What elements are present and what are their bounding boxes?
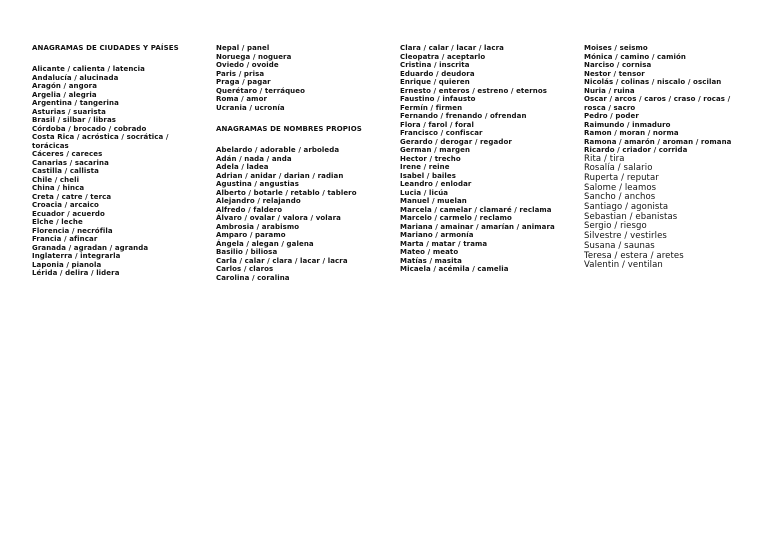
list-item: Sergio / riesgo	[584, 221, 647, 232]
list-item: Matías / masita	[400, 256, 462, 265]
list-item: Mónica / camino / camión	[584, 52, 687, 61]
names-heading: ANAGRAMAS DE NOMBRES PROPIOS	[216, 125, 362, 133]
list-item: Flora / farol / foral	[400, 120, 474, 129]
list-item: Fermín / firmen	[400, 103, 463, 112]
list-item: Pedro / poder	[584, 112, 639, 120]
list-item: Teresa / estera / aretes	[584, 250, 684, 261]
list-item: Susana / saunas	[584, 240, 655, 251]
list-item: Alberto / botarle / retablo / tablero	[216, 188, 357, 197]
list-item: Silvestre / vestirles	[584, 231, 667, 242]
list-item: Moises / seismo	[584, 44, 648, 52]
list-item: Canarias / sacarina	[32, 158, 109, 167]
list-item: Marta / matar / trama	[400, 239, 488, 248]
list-item: Ernesto / enteros / estreno / eternos	[400, 86, 548, 95]
list-item: Castilla / callista	[32, 167, 99, 175]
list-item: Roma / amor	[216, 95, 268, 103]
list-item: Adán / nada / anda	[216, 154, 292, 163]
list-item: Alicante / calienta / latencia	[32, 65, 145, 73]
list-item: Brasil / silbar / libras	[32, 116, 117, 124]
list-item: Nicolás / colinas / niscalo / oscilan	[584, 78, 722, 86]
names-list-continued	[400, 44, 578, 274]
list-item: Laponia / pianola	[32, 260, 102, 269]
list-item: Narciso / cornisa	[584, 61, 652, 69]
names-list-continued-2	[584, 44, 764, 155]
list-item: Mateo / meato	[400, 248, 459, 256]
list-item: Hector / trecho	[400, 154, 461, 163]
list-item: Adela / ladea	[216, 163, 269, 171]
list-item: Irene / reine	[400, 163, 450, 171]
list-item: Micaela / acémila / camelia	[400, 265, 509, 273]
list-item: Gerardo / derogar / regador	[400, 137, 512, 146]
list-item: Paris / prisa	[216, 69, 265, 78]
list-item: Ruperta / reputar	[584, 172, 659, 183]
list-item: Cleopatra / aceptarlo	[400, 52, 486, 61]
list-item: Marcela / camelar / clamaré / reclama	[400, 205, 552, 214]
list-item: Nestor / tensor	[584, 69, 645, 78]
list-item: Leandro / enlodar	[400, 180, 472, 188]
list-item: Francisco / confiscar	[400, 129, 483, 137]
list-item: Agustina / angustias	[216, 180, 299, 188]
column-2	[216, 44, 394, 282]
list-item: Lucia / licúa	[400, 188, 449, 197]
list-item: Carla / calar / clara / lacar / lacra	[216, 256, 348, 265]
list-item: Rosalía / salario	[584, 163, 653, 174]
list-item: Croacia / arcaico	[32, 201, 99, 209]
column-4	[584, 44, 764, 271]
list-item: China / hinca	[32, 184, 85, 192]
list-item: Adrian / anidar / darian / radian	[216, 171, 344, 180]
list-item: Alejandro / relajando	[216, 197, 301, 205]
list-item: Raimundo / inmaduro	[584, 120, 671, 129]
list-item: Nuria / ruina	[584, 86, 635, 95]
list-item: Querétaro / terráqueo	[216, 86, 306, 95]
list-item: Mariana / amainar / amarían / animara	[400, 222, 555, 231]
list-item: Abelardo / adorable / arboleda	[216, 146, 340, 154]
list-item: Florencia / necrófila	[32, 226, 113, 235]
list-item: Ricardo / criador / corrida	[584, 146, 688, 154]
list-item: Ángela / alegan / galena	[216, 239, 314, 248]
list-item: Córdoba / brocado / cobrado	[32, 124, 147, 133]
list-item: Chile / cheli	[32, 175, 80, 184]
list-item: Ramon / moran / norma	[584, 129, 679, 137]
cities-heading: ANAGRAMAS DE CIUDADES Y PAÍSES	[32, 44, 179, 52]
list-item: Ucrania / ucronía	[216, 103, 285, 112]
column-1	[32, 44, 210, 278]
list-item: Oscar / arcos / caros / craso / rocas / rosca / sacro	[584, 95, 731, 112]
list-item: Creta / catre / terca	[32, 192, 112, 201]
list-item: Ecuador / acuerdo	[32, 209, 105, 218]
list-item: Ramona / amarón / aroman / romana	[584, 137, 732, 146]
list-item: Álvaro / ovalar / valora / volara	[216, 214, 341, 222]
list-item: Sancho / anchos	[584, 192, 656, 203]
list-item: Mariano / armonía	[400, 231, 474, 239]
list-item: Ambrosia / arabismo	[216, 222, 300, 231]
list-item: Asturias / suarista	[32, 107, 106, 116]
list-item: Cáceres / careces	[32, 150, 103, 158]
list-item: Lérida / delira / lidera	[32, 269, 120, 277]
list-item: Faustino / infausto	[400, 95, 476, 103]
list-item: Eduardo / deudora	[400, 69, 475, 78]
list-item: Salome / leamos	[584, 182, 657, 193]
list-item: Oviedo / ovoide	[216, 61, 279, 69]
names-list	[216, 146, 394, 282]
cities-list	[32, 65, 210, 278]
list-item: Argelia / alegria	[32, 90, 97, 99]
list-item: Rita / tira	[584, 153, 625, 164]
list-item: Alfredo / faldero	[216, 205, 283, 214]
list-item: Basilio / biliosa	[216, 248, 278, 256]
list-item: Manuel / muelan	[400, 197, 467, 205]
cities-list-continued	[216, 44, 394, 112]
names-list-regular	[584, 155, 764, 271]
list-item: Enrique / quieren	[400, 78, 470, 86]
list-item: Sebastian / ebanistas	[584, 211, 678, 222]
list-item: Argentina / tangerina	[32, 99, 119, 107]
list-item: Aragón / angora	[32, 82, 98, 90]
list-item: Granada / agradan / agranda	[32, 243, 149, 252]
list-item: Isabel / bailes	[400, 171, 457, 180]
list-item: Nepal / panel	[216, 44, 270, 52]
list-item: German / margen	[400, 146, 471, 154]
list-item: Elche / leche	[32, 218, 83, 226]
list-item: Praga / pagar	[216, 78, 271, 86]
list-item: Cristina / inscrita	[400, 61, 470, 69]
list-item: Fernando / frenando / ofrendan	[400, 112, 527, 120]
list-item: Noruega / noguera	[216, 52, 292, 61]
list-item: Valentin / ventilan	[584, 260, 663, 271]
list-item: Santiago / agonista	[584, 202, 669, 213]
list-item: Costa Rica / acróstica / socrática / torácicas	[32, 133, 169, 150]
list-item: Inglaterra / integrarla	[32, 252, 121, 260]
list-item: Clara / calar / lacar / lacra	[400, 44, 504, 52]
list-item: Francia / afincar	[32, 235, 98, 243]
list-item: Andalucía / alucinada	[32, 73, 119, 82]
list-item: Amparo / paramo	[216, 231, 286, 239]
column-3	[400, 44, 578, 274]
list-item: Carolina / coralina	[216, 273, 290, 282]
list-item: Carlos / claros	[216, 265, 274, 273]
list-item: Marcelo / carmelo / reclamo	[400, 214, 512, 222]
